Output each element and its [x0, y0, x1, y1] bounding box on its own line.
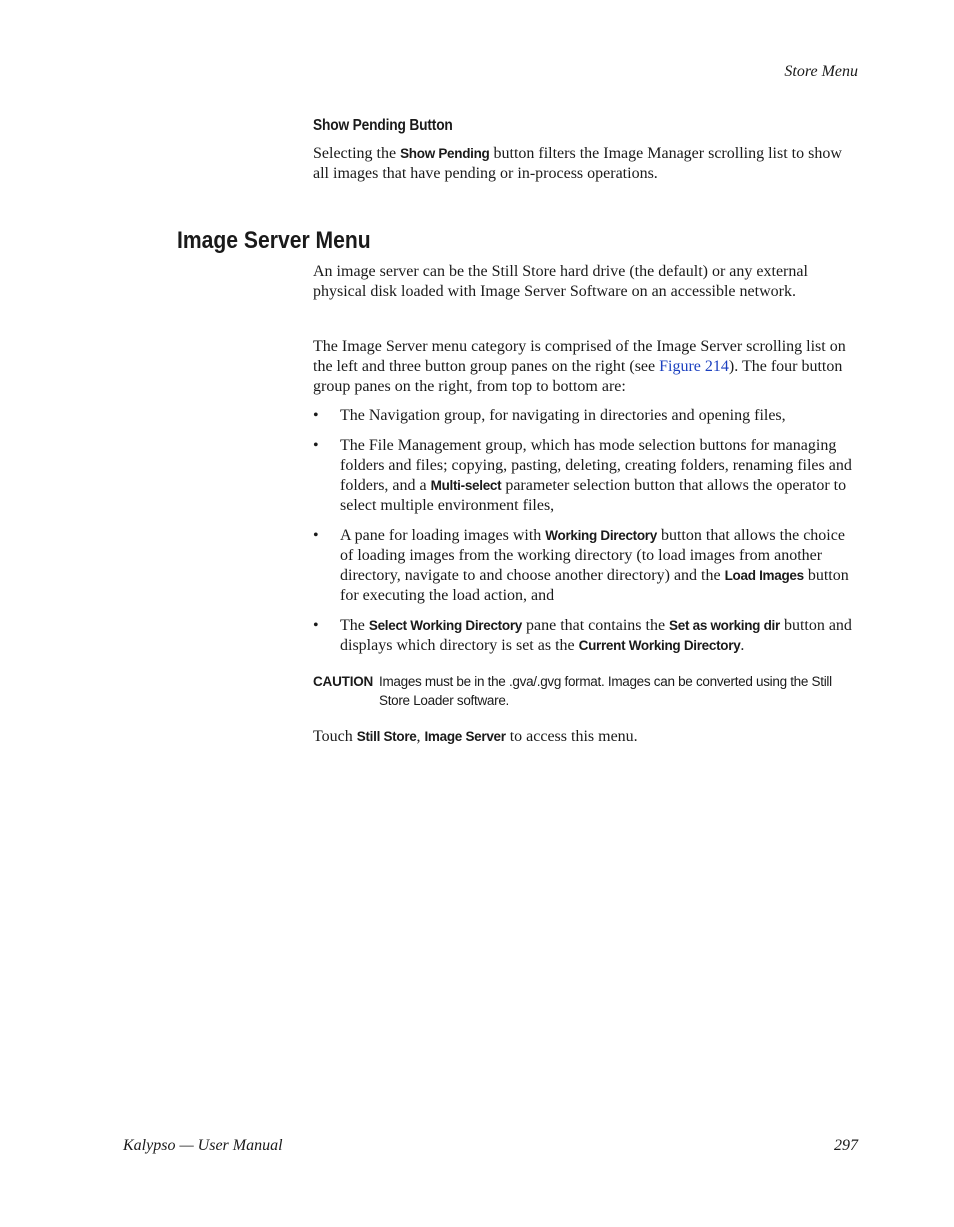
text-run: The: [340, 617, 369, 634]
bullet-icon: •: [313, 617, 319, 634]
image-server-intro-paragraph: An image server can be the Still Store hard drive (the default) or any external physical disk loaded with Image Server Software on an accessible network.: [313, 263, 808, 300]
list-item: [313, 616, 858, 656]
text-run: button filters the Image Manager scrolling list to show all images that have pending or in-process operations.: [313, 145, 842, 182]
caution-label: CAUTION: [313, 674, 374, 689]
multi-select-term: Multi-select: [430, 478, 502, 493]
image-server-description-paragraph: [313, 337, 858, 397]
text-run: ,: [416, 728, 425, 745]
text-run: pane that contains the: [521, 617, 670, 634]
bullet-icon: •: [313, 527, 319, 544]
footer-page-number: 297: [834, 1137, 858, 1154]
text-run: parameter selection button that allows the operator to select multiple environment files,: [340, 477, 847, 514]
text-run: .: [740, 637, 745, 654]
show-pending-term: Show Pending: [400, 146, 490, 161]
running-header: Store Menu: [784, 63, 858, 80]
image-server-heading: Image Server Menu: [177, 227, 371, 254]
show-pending-heading: Show Pending Button: [313, 117, 453, 134]
text-run: Touch: [313, 728, 357, 745]
working-directory-term: Working Directory: [545, 528, 657, 543]
caution-note: [313, 672, 858, 710]
text-run: button for executing the load action, and: [340, 567, 849, 604]
image-server-term: Image Server: [424, 729, 506, 744]
still-store-term: Still Store: [356, 729, 417, 744]
text-run: The Navigation group, for navigating in directories and opening files,: [340, 407, 786, 424]
text-run: The Image Server menu category is comprised of the Image Server scrolling list on the left and three button group panes on the right (see: [313, 338, 846, 375]
set-as-working-dir-term: Set as working dir: [669, 618, 780, 633]
select-working-directory-term: Select Working Directory: [368, 618, 522, 633]
caution-text: Images must be in the .gva/.gvg format. Images can be converted using the Still Store Loader software.: [379, 674, 832, 708]
list-item: [313, 406, 858, 426]
access-instructions: [313, 727, 858, 747]
text-run: A pane for loading images with: [340, 527, 546, 544]
text-run: The File Management group, which has mode selection buttons for managing folders and files; copying, pasting, deleting, creating folders, renaming files and folders, and a: [340, 437, 852, 494]
list-item: [313, 436, 858, 516]
footer-manual-title: Kalypso — User Manual: [123, 1137, 283, 1154]
bullet-icon: •: [313, 407, 319, 424]
text-run: button that allows the choice of loading images from the working directory (to load images from another directory, navigate to and choose another directory) and the: [340, 527, 845, 584]
bullet-icon: •: [313, 437, 319, 454]
text-run: to access this menu.: [505, 728, 638, 745]
text-run: ). The four button group panes on the right, from top to bottom are:: [313, 358, 843, 395]
list-item: [313, 526, 858, 606]
current-working-directory-term: Current Working Directory: [578, 638, 741, 653]
show-pending-paragraph: [313, 144, 858, 184]
figure-214-link[interactable]: Figure 214: [659, 358, 729, 375]
button-group-list: [313, 406, 858, 666]
text-run: button and displays which directory is set as the: [340, 617, 852, 654]
load-images-term: Load Images: [724, 568, 804, 583]
text-run: Selecting the: [313, 145, 401, 162]
